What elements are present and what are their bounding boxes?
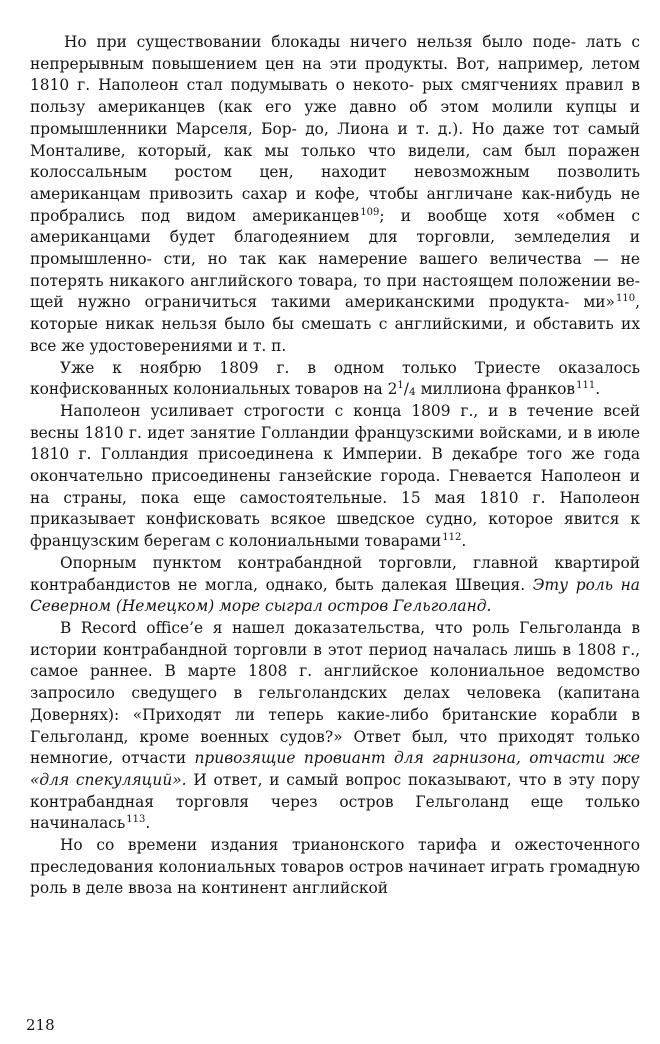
paragraph-text: . [145, 814, 151, 833]
paragraph-text: Наполеон усиливает строгости с конца 1809 г., и в течение всей весны 1810 г. идет занятие Голландии французскими войсками, и в июле 1810 г. Голландия присоединена к Империи. В декабре того же года окончательно присоединены ганзейские города. Гневается Наполеон и на страны, пока еще самостоятельные. 15 мая 1810 г. Наполеон приказывает конфисковать всякое шведское судно, которое явится к французским берегам с колониальными товарами [30, 401, 640, 551]
text-line: ми» [583, 293, 615, 312]
paragraph-text: . [461, 532, 467, 551]
paragraph-1 [30, 32, 640, 358]
paragraph-2 [30, 358, 640, 401]
footnote-ref-112: 112 [442, 532, 462, 544]
text-line: мы только что видели, сам был поражен колоссальным ростом [30, 141, 640, 182]
paragraph-text: И ответ, и самый вопрос показывают, что в эту пору контрабандная торговля через остров Гельголанд еще только начиналась [30, 770, 640, 833]
text-line: , которые никак нельзя было бы смешать с английскими, [30, 293, 640, 334]
paragraph-text: . [595, 380, 601, 399]
text-line: сти, но так как намерение вашего величества — не потерять [30, 250, 640, 290]
document-page [30, 32, 640, 900]
text-line: до, Лиона и т. д.). Но даже тот самый Монталиве, который, как [30, 119, 640, 160]
paragraph-text: миллиона франков [420, 380, 576, 399]
paragraph-text: Уже к ноябрю 1809 г. в одном только Триесте оказалось конфискованных колониальных товаров на [30, 358, 640, 399]
fraction-whole: 2 [387, 380, 398, 399]
text-line: щей нужно ограничиться такими американскими продукта- [30, 293, 570, 312]
footnote-ref-110: 110 [615, 293, 636, 305]
text-line: ; и вообще хотя «обмен с американцами [30, 206, 640, 247]
text-line: рых смягчениях правил в пользу американцев (как его уже [30, 76, 640, 117]
paragraph-text: Но со времени издания трианонского тарифа и ожесточенного преследования колониальных товаров остров начинает играть громадную роль в деле ввоза на континент английской [30, 836, 640, 898]
text-line: и обставить их все же удостоверениями и т. п. [30, 315, 640, 355]
paragraph-6 [30, 835, 640, 900]
text-line: будет благодеянием для торговли, земледелия и промышленно- [30, 228, 640, 269]
paragraph-text: Опорным пунктом контрабандной торговли, главной квартирой контрабандистов не могла, однако, быть далекая Швеция. [30, 553, 640, 594]
text-line: лать с непрерывным повышением цен на эти продукты. Вот, [30, 33, 640, 73]
text-line: например, летом 1810 г. Наполеон стал подумывать о некото- [30, 54, 641, 95]
paragraph-text: В Record office’е я нашел доказательства, что роль Гельголанда в истории контрабандной торговли в этот период началась лишь в 1808 г., самое раннее. В марте 1808 г. английское колониальное ведомство запросило сведущего в гельголандских делах человека (капитана Довернях): «Приходят ли теперь какие-либо британские корабли в Гельголанд, кроме военных судов?» Ответ был, что приходят только немногие, отчасти [30, 618, 640, 768]
italic-text: Эту роль на Северном (Немецком) море сыграл остров Гельголанд. [30, 575, 640, 616]
paragraph-5 [30, 618, 640, 835]
text-line: давно об этом молили купцы и промышленники Марселя, Бор- [30, 98, 640, 138]
fraction-value: $2^1/_4$ [387, 380, 416, 399]
footnote-ref-109: 109 [360, 206, 380, 218]
text-line: цен, находит невозможным позволить американцам привозить [30, 163, 640, 203]
page-number: 218 [26, 1016, 55, 1034]
paragraph-3 [30, 401, 640, 553]
footnote-ref-113: 113 [126, 814, 146, 826]
text-line: видом американцев [186, 206, 360, 225]
text-line: никакого английского товара, то при настоящем положении ве- [109, 271, 640, 290]
text-line: Но при существовании блокады ничего нельзя было поде- [64, 33, 576, 51]
fraction-numerator: 1 [397, 380, 404, 392]
footnote-ref-111: 111 [576, 380, 596, 392]
fraction-denominator: 4 [408, 386, 416, 399]
text-line: сахар и кофе, чтобы англичане как-нибудь не пробрались под [30, 184, 640, 225]
paragraph-4 [30, 553, 640, 618]
italic-text: привозящие провиант для гарнизона, отчасти же «для спекуляций». [30, 749, 640, 789]
